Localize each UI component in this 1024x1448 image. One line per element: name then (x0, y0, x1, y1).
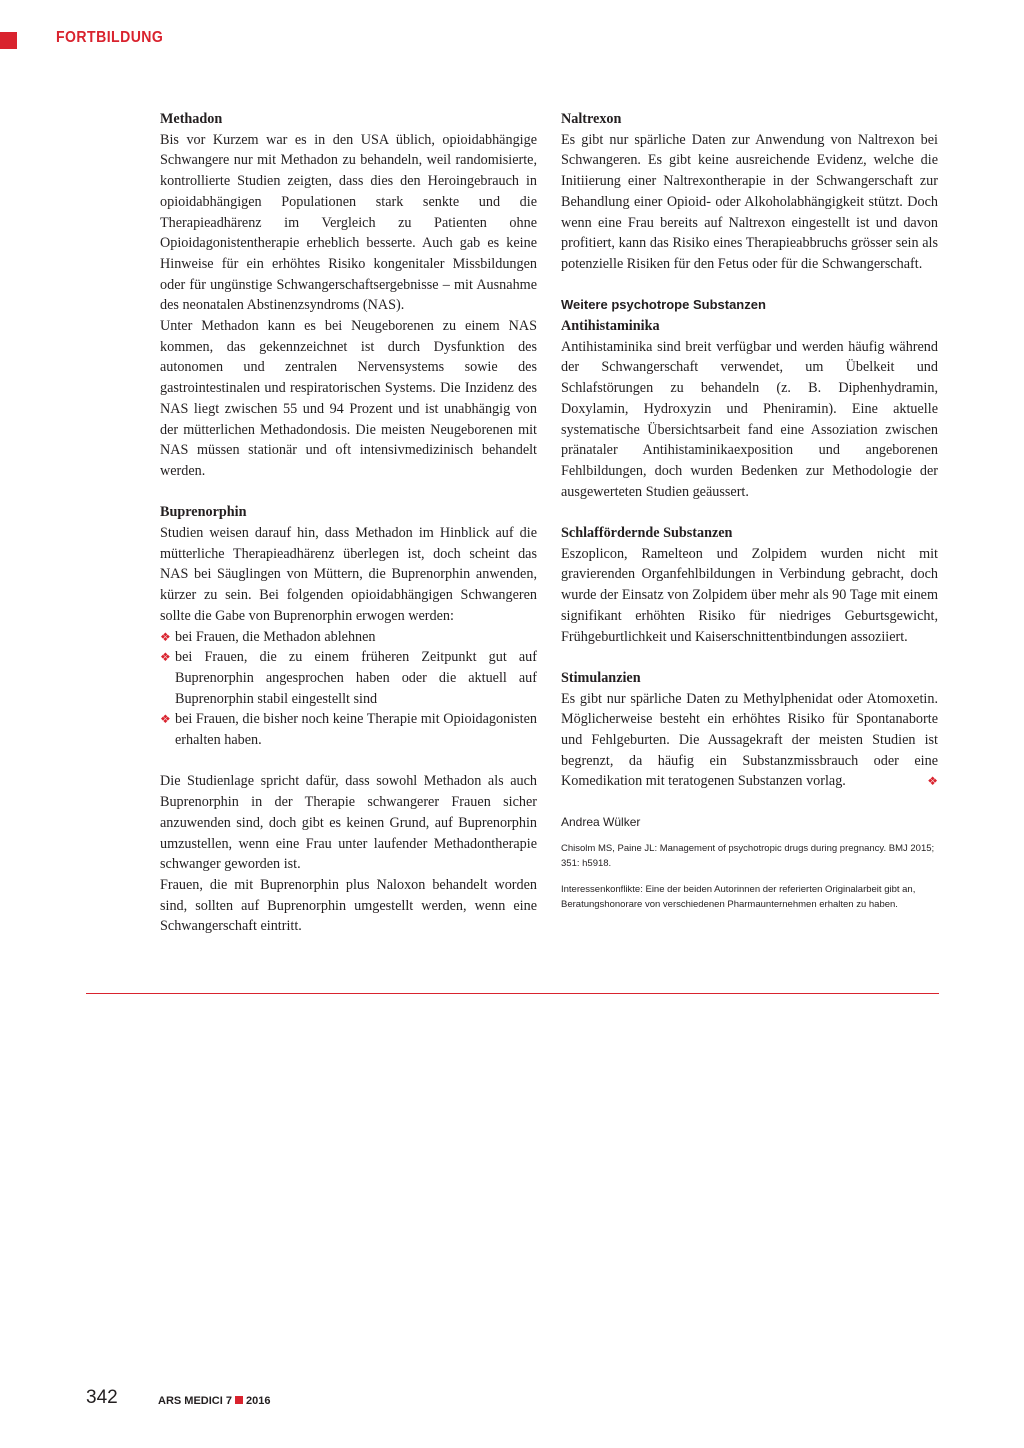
bottom-divider (86, 993, 939, 994)
stimulanzien-text: Es gibt nur spärliche Daten zu Methylphenidat oder Atomoxetin. Möglicherweise besteht ein erhöhtes Risiko für Spontanaborte und Fehlgeburten. Die Aussagekraft der meisten Studien ist begrenzt, da häufig ein Substanzmissbrauch oder eine Komedikation mit teratogenen Substanzen vorlag. (561, 690, 938, 790)
right-column (561, 109, 938, 913)
paragraph-antihistaminika: Antihistaminika sind breit verfügbar und werden häufig während der Schwangerschaft verwendet, um Übelkeit und Schlafstörungen zu behandeln (z. B. Diphenhydramin, Doxylamin, Hydroxyzin und Pheniramin). Eine aktuelle systematische Übersichtsarbeit fand eine Assoziation zwischen pränataler Antihistaminikaexposition und angeborenen Fehlbildungen, doch wurden Bedenken zur Methodologie der ausgewerteten Studien geäussert. (561, 338, 938, 500)
conflicts-of-interest: Interessenkonflikte: Eine der beiden Autorinnen der referierten Originalarbeit gibt an, Beratungshonorare von verschiedenen Pharmaunternehmen erhalten zu haben. (561, 883, 916, 911)
paragraph-studienlage: Die Studienlage spricht dafür, dass sowohl Methadon als auch Buprenorphin in der Therapie schwangerer Frauen sicher anzuwenden sind, doch gibt es keinen Grund, auf Buprenorphin umzustellen, wenn eine Frau unter laufender Methadontherapie schwanger geworden ist. (160, 773, 537, 873)
heading-methadon: Methadon (160, 111, 223, 127)
paragraph-naloxon: Frauen, die mit Buprenorphin plus Naloxon behandelt worden sind, sollten auf Buprenorphin umgestellt werden, wenn eine Schwangerschaft eintritt. (160, 876, 537, 935)
heading-stimulanzien: Stimulanzien (561, 669, 641, 686)
paragraph-stimulanzien (561, 689, 938, 793)
end-of-article-icon: ❖ (927, 774, 938, 789)
footer-publication (158, 1395, 270, 1407)
diamond-bullet-icon: ❖ (160, 650, 171, 665)
heading-antihistaminika: Antihistaminika (561, 318, 660, 335)
list-item (160, 709, 537, 750)
heading-schlaffoerdernde: Schlaffördernde Substanzen (561, 525, 733, 542)
footer-accent-square (235, 1396, 243, 1404)
author-name: Andrea Wülker (561, 815, 641, 830)
header-accent-square (0, 32, 17, 49)
section-title: FORTBILDUNG (56, 29, 164, 46)
list-item-text: bei Frauen, die bisher noch keine Therapie mit Opioidagonisten erhalten haben. (175, 711, 537, 749)
list-item-text: bei Frauen, die zu einem früheren Zeitpunkt gut auf Buprenorphin angesprochen haben oder die aktuell auf Buprenorphin stabil eingestellt sind (175, 649, 537, 707)
paragraph-schlaffoerdernde: Eszoplicon, Ramelteon und Zolpidem wurden nicht mit gravierenden Organfehlbildungen in Verbindung gebracht, doch wurde der Einsatz von Zolpidem über mehr als 90 Tage mit einem signifikant erhöhten Risiko für niedriges Geburtsgewicht, Frühgeburtlichkeit und Kaiserschnittentbindungen assoziiert. (561, 545, 938, 645)
page-number: 342 (86, 1387, 118, 1408)
paragraph-methadon-2: Unter Methadon kann es bei Neugeborenen zu einem NAS kommen, das gekennzeichnet ist durch Dysfunktion des autonomen und zentralen Nervensystems sowie des gastrointestinalen und respiratorischen Systems. Die Inzidenz des NAS liegt zwischen 55 und 94 Prozent und ist unabhängig von der mütterlichen Methadondosis. Die meisten Neugeborenen mit NAS müssen stationär und oft intensivmedizinisch behandelt werden. (160, 318, 537, 479)
heading-naltrexon: Naltrexon (561, 111, 622, 127)
heading-buprenorphin: Buprenorphin (160, 504, 247, 521)
paragraph-buprenorphin: Studien weisen darauf hin, dass Methadon im Hinblick auf die mütterliche Therapieadhärenz überlegen ist, doch scheint das NAS bei Säuglingen von Müttern, die Buprenorphin anwenden, kürzer zu sein. Bei folgenden opioidabhängigen Schwangeren sollte die Gabe von Buprenorphin erwogen werden: (160, 525, 537, 624)
bullet-list (160, 627, 537, 751)
list-item-text: bei Frauen, die Methadon ablehnen (175, 628, 376, 645)
reference: Chisolm MS, Paine JL: Management of psychotropic drugs during pregnancy. BMJ 2015; 351: h5918. (561, 842, 935, 870)
paragraph-naltrexon: Es gibt nur spärliche Daten zur Anwendung von Naltrexon bei Schwangeren. Es gibt keine ausreichende Evidenz, welche die Initiierung einer Naltrexontherapie in der Schwangerschaft zur Behandlung einer Opioid- oder Alkoholabhängigkeit stützt. Doch wenn eine Frau bereits auf Naltrexon eingestellt ist und davon profitiert, kann das Risiko eines Therapieabbruchs grösser sein als potenzielle Risiken für den Fetus oder für die Schwangerschaft. (561, 131, 938, 272)
left-column (160, 109, 537, 937)
list-item (160, 627, 537, 648)
paragraph-methadon-1: Bis vor Kurzem war es in den USA üblich, opioidabhängige Schwangere nur mit Methadon zu behandeln, weil randomisierte, kontrollierte Studien zeigten, dass dies den Heroingebrauch in opioidabhängigen Populationen stark senkte und die Therapieadhärenz im Vergleich zu Patienten ohne Opioidagonistentherapie erheblich besserte. Auch gab es keine Hinweise für ein erhöhtes Risiko kongenitaler Missbildungen oder für ungünstige Schwangerschaftsergebnisse – mit Ausnahme des neonatalen Abstinenzsyndroms (NAS). (160, 131, 537, 314)
diamond-bullet-icon: ❖ (160, 629, 171, 644)
journal-name: ARS MEDICI 7 (158, 1395, 232, 1407)
journal-year: 2016 (245, 1395, 271, 1407)
list-item (160, 647, 537, 709)
heading-weitere-substanzen: Weitere psychotrope Substanzen (561, 297, 766, 313)
diamond-bullet-icon: ❖ (160, 712, 171, 727)
